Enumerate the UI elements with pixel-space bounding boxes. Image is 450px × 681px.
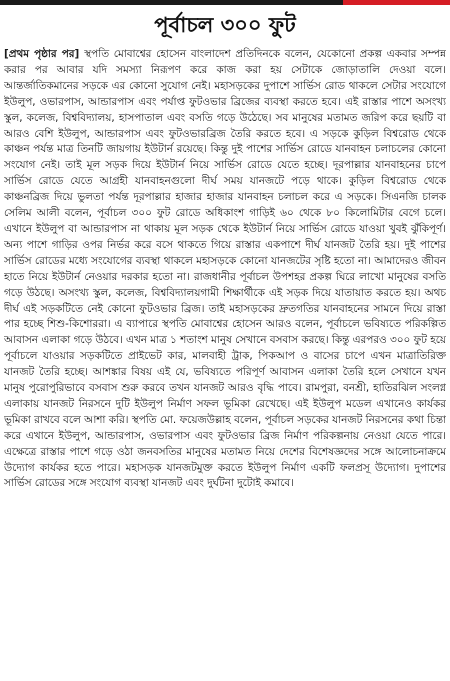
article-headline: পূর্বাচল ৩০০ ফুট	[154, 13, 296, 37]
article-text: স্থপতি মোবাশ্বের হোসেন বাংলাদেশ প্রতিদিনকে বলেন, যেকোনো প্রকল্প একবার সম্পন্ন করার পর আবার যদি সমস্যা নিরূপণ করে কাজ করা হয় সেটাকে জোড়াতালি দেওয়া বলে। আন্তর্জাতিকমানের সড়কে এর কোনো সুযোগ নেই। মহাসড়কের দুপাশে সার্ভিস রোড থাকলে সেটার সংযোগে ইউলুপ, ওভারপাস, আন্ডারপাস এবং পর্যাপ্ত ফুটওভার ব্রিজের ব্যবস্থা করতে হবে। এই রাস্তার পাশে অসংখ্য স্কুল, কলেজ, বিশ্ববিদ্যালয়, হাসপাতাল এবং বসতি গড়ে উঠেছে। সব মানুষের মতামত জরিপ করে ছয়টি বা আরও বেশি ইউলুপ, আন্ডারপাস এবং ফুটওভারব্রিজ তৈরি করতে হবে। এ সড়কে কুড়িল বিশ্বরোড থেকে কাঞ্চন পর্যন্ত মাত্র তিনটি জায়গায় ইউটার্ন রয়েছে। কিন্তু দুই পাশের সার্ভিস রোডে যানবাহন চলাচলের কোনো সংযোগ নেই। তাই মূল সড়ক দিয়ে ইউটার্ন নিয়ে সার্ভিস রোডে যেতে হচ্ছে। দূরপাল্লার যানবাহনের চাপে সার্ভিস রোডে যেতে আগ্রহী যানবাহনগুলো দীর্ঘ সময় যানজটে পড়ে থাকে। কুড়িল বিশ্বরোড থেকে কাঞ্চনব্রিজ দিয়ে ভুলতা পর্যন্ত দূরপাল্লার হাজার হাজার যানবাহন চলাচল করে এ সড়কে। সিএনজি চালক সেলিম আলী বলেন, পূর্বাচল ৩০০ ফুট রোডে অধিকাংশ গাড়িই ৬০ থেকে ৮০ কিলোমিটার বেগে চলে। এখানে ইউলুপ বা আন্ডারপাস না থাকায় মূল সড়ক থেকে ইউটার্ন নিয়ে সার্ভিস রোডে যাওয়া খুবই ঝুঁকিপূর্ণ। অন্য পাশে গাড়ির ওপর নির্ভর করে বসে থাকতে গিয়ে রাস্তার একপাশে দীর্ঘ যানজট তৈরি হয়। দুই পাশের সার্ভিস রোডের মধ্যে সংযোগের ব্যবস্থা থাকলে মহাসড়কে কোনো যানজটের সৃষ্টি হতো না। আমাদেরও জীবন হাতে নিয়ে ইউটার্ন নেওয়ার দরকার হতো না। রাজধানীর পূর্বাচল উপশহর প্রকল্প ঘিরে লাখো মানুষের বসতি গড়ে উঠছে। অসংখ্য স্কুল, কলেজ, বিশ্ববিদ্যালয়গামী শিক্ষার্থীকে এই সড়ক দিয়ে যাতায়াত করতে হয়। অথচ দীর্ঘ এই সড়কটিতে নেই কোনো ফুটওভার ব্রিজ। তাই মহাসড়কের দ্রুতগতির যানবাহনের সামনে দিয়ে রাস্তা পার হচ্ছে শিশু-কিশোররা। এ ব্যাপারে স্থপতি মোবাশ্বের হোসেন আরও বলেন, পূর্বাচলে ভবিষ্যতে পরিকল্পিত আবাসন এলাকা গড়ে উঠবে। এখন মাত্র ১ শতাংশ মানুষ সেখানে বসবাস করছে। কিন্তু এরপরও ৩০০ ফুট হয়ে পূর্বাচলে যাওয়ার সড়কটিতে প্রাইভেট কার, মালবাহী ট্রাক, পিকআপ ও বাসের চাপে এখন মাত্রাতিরিক্ত যানজট তৈরি হচ্ছে। আশঙ্কার বিষয় এই যে, ভবিষ্যতে পরিপূর্ণ আবাসন এলাকা তৈরি হলে সেখানে যখন মানুষ পুরোপুরিভাবে বসবাস শুরু করবে তখন যানজট আরও বৃদ্ধি পাবে। রামপুরা, বনশ্রী, হাতিরঝিল সংলগ্ন এলাকায় যানজট নিরসনে দুটি ইউলুপ নির্মাণ সফল ভূমিকা রেখেছে। এই ইউলুপ মডেল এখানেও কার্যকর ভূমিকা রাখবে বলে আশা করি। স্থপতি মো. ফয়েজউল্লাহ বলেন, পূর্বাচল সড়কের যানজট নিরসনের কথা চিন্তা করে এখানে ইউলুপ, আন্ডারপাস, ওভারপাস এবং ফুটওভার ব্রিজ নির্মাণ পরিকল্পনায় নেওয়া যেতে পারে। এক্ষেত্রে রাস্তার পাশে গড়ে ওঠা জনবসতির মানুষের মতামত নিয়ে দেশের বিশেষজ্ঞদের সঙ্গে আলোচনাক্রমে উদ্যোগ কার্যকর হতে পারে। মহাসড়ক যানজটমুক্ত করতে ইউলুপ নির্মাণ একটি ফলপ্রসূ উদ্যোগ। দুপাশের সার্ভিস রোডের সঙ্গে সংযোগ ব্যবস্থা যানজট এবং দুর্ঘটনা দুটোই কমাবে।	[4, 48, 446, 490]
top-rule-accent	[343, 0, 450, 5]
top-rule-dark	[0, 0, 343, 5]
continuation-kicker: [প্রথম পৃষ্ঠার পর]	[4, 48, 85, 60]
article-body	[4, 47, 446, 677]
